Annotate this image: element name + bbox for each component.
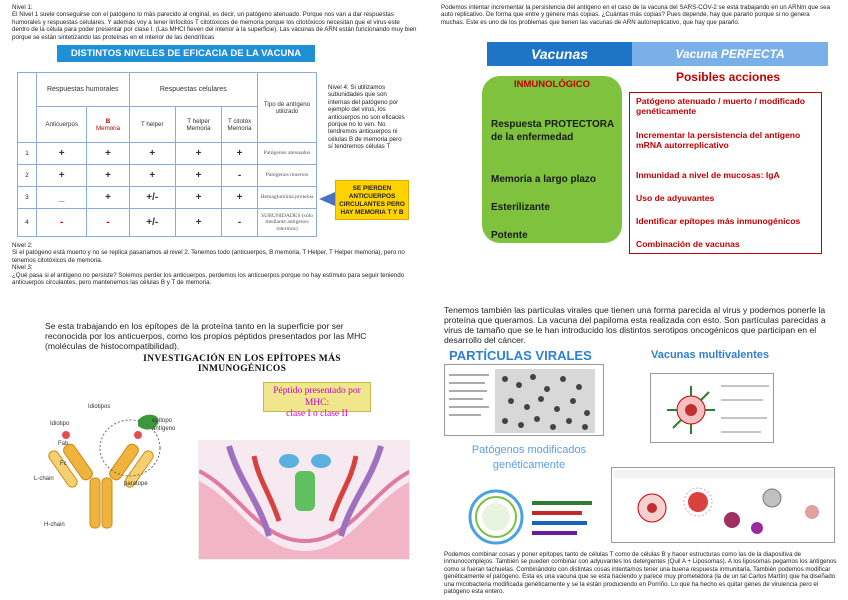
epitopes-title: INVESTIGACIÓN EN LOS EPÍTOPES MÁS INMUNOGÉNICOS bbox=[143, 354, 341, 374]
multivalent-title: Vacunas multivalentes bbox=[651, 349, 769, 361]
sub-anticuerpos: Anticuerpos bbox=[36, 107, 87, 143]
label-fab: Fab bbox=[58, 441, 69, 447]
green-item: Respuesta PROTECTORA de la enfermedad bbox=[491, 119, 614, 143]
action-item: Combinación de vacunas bbox=[636, 239, 740, 249]
actions-title: Posibles acciones bbox=[675, 70, 781, 84]
tab-vacuna-perfecta: Vacuna PERFECTA bbox=[632, 42, 828, 66]
label-epitopo: epítopo bbox=[152, 418, 173, 424]
action-item: Identificar epítopes más inmunogénicos bbox=[636, 216, 801, 226]
memory-callout: SE PIERDEN ANTICUERPOS CIRCULANTES PERO HAY MEMORIA T Y B bbox=[335, 180, 409, 220]
label-hchain: H-chain bbox=[44, 522, 65, 528]
action-item: Inmunidad a nivel de mucosas: IgA bbox=[636, 170, 780, 180]
nivel2-text: Si el patógeno está muerto y no se replica pasaríamos al nivel 2. Tenemos todo (anticuerpos, B memoria, T Helper, T Helper memoria), pero no tenemos citotóxicos de memoria. bbox=[12, 249, 405, 264]
header-humoral: Respuestas humorales bbox=[36, 73, 129, 107]
action-item: Incrementar la persistencia del antígeno mRNA autorreplicativo bbox=[636, 130, 801, 150]
tab-vacunas: Vacunas bbox=[487, 42, 632, 66]
sub-b-cell: B Memoria bbox=[87, 107, 129, 143]
table-row: 1 + + + + + Patógenos atenuados bbox=[18, 143, 317, 165]
viral-particles-title: PARTÍCULAS VIRALES bbox=[449, 348, 592, 363]
header-celular: Respuestas celulares bbox=[129, 73, 257, 107]
label-idiotipos: Idiotipos bbox=[88, 404, 111, 410]
multivalent-image bbox=[650, 373, 774, 443]
mhc-membrane-image bbox=[198, 440, 410, 560]
gm-pathogens-image bbox=[455, 480, 600, 548]
sub-thelper-memoria: T helper Memoria bbox=[175, 107, 221, 143]
green-item: Esterilizante bbox=[491, 202, 550, 213]
green-item: Memoria a largo plazo bbox=[491, 174, 597, 185]
nivel3-text: ¿Qué pasa si el antígeno no persiste? Solemos perder los anticuerpos, perdemos los anticuerpos porque no hay estímulo para seguir teniendo anticuerpos circulantes, pero mantenemos las células B y T de memoria. bbox=[12, 271, 405, 287]
efficacy-banner: DISTINTOS NIVELES DE EFICACIA DE LA VACUNA bbox=[57, 45, 315, 62]
nivel2-heading: Nivel 2: bbox=[12, 242, 33, 249]
label-idiotipo: Idiotipo bbox=[50, 421, 70, 427]
header-tipo: Tipo de antígeno utilizado bbox=[257, 73, 316, 143]
label-paratope: paratope bbox=[124, 481, 148, 487]
immunological-title: INMUNOLÓGICO bbox=[514, 79, 590, 90]
table-row: 3 _ + +/- + + Hemaglutinina proteína bbox=[18, 187, 317, 209]
nivel3-heading: Nivel 3: bbox=[12, 264, 33, 272]
nivel1-text: El Nivel 1 suele conseguirse con el patógeno lo más parecido al original, es decir, un patógeno atenuado. Porque nos van a dar respuestas humorales y respuestas celulares. Y además voy a tener linfocitos T citotóxicos de memoria porque los citotóxicos necesitan que el virus este dentro de la célula para poder presentar por clase I. (Las MHCI fieven del interior a la superficie). Las vacunas de ARN están funcionando muy bien porque se están sintetizando las proteínas en el interior de las dendríticas bbox=[12, 11, 417, 41]
nivel2-3-block bbox=[12, 242, 417, 286]
green-item: Potente bbox=[491, 230, 528, 241]
label-fc: Fc bbox=[60, 461, 67, 467]
table-row: 2 + + + + - Patógenos muertos bbox=[18, 165, 317, 187]
table-row: 4 - - +/- + - SUBUNIDADES (sólo mediante antígenos intermos) bbox=[18, 209, 317, 237]
action-item: Uso de adyuvantes bbox=[636, 193, 715, 203]
efficacy-table bbox=[17, 72, 317, 237]
label-antigeno: antígeno bbox=[152, 426, 176, 432]
peptide-mhc-box: Péptido presentado por MHC: clase I o clase II bbox=[263, 382, 371, 412]
sub-thelper: T helper bbox=[129, 107, 175, 143]
combination-vaccines-image bbox=[611, 467, 835, 543]
q2-intro: Podemos intentar incrementar la persistencia del antígeno en el caso de la vacuna del SARS-COV-2 se está trabajando en un ARNm que sea auto replicativo. De forma que entre y genere más copias. ¿Cuántas más copias? Pues depende, hay que pararlo porque si no genera muchas. Este es uno de los problemas que tienen las vacunas de ARN autorreplicativo, que hay que pararlo. bbox=[441, 4, 831, 26]
action-item: Patógeno atenuado / muerto / modificado genéticamente bbox=[636, 96, 806, 116]
sub-tcito: T citotóx Memoria bbox=[222, 107, 258, 143]
viral-particles-image bbox=[444, 364, 604, 436]
callout-arrow-icon bbox=[319, 192, 335, 206]
q4-outro: Podemos combinar cosas y poner epítopes tanto de células T como de células B y hacer estructuras como las de la diapositiva de inmunocomplejos. También se pueden combinar con adyuvantes los detergentes (Quil A + Liposomas). A los liposomas pegamos los antígenos como si fueran tachuelas. Combinándolo con distintas cosas intentamos tener una buena respuesta inmunitaria. También podemos modificar genéticamente el patógeno. Esta es una vacuna que se esta haciendo y parece muy prometedora (la de un tal Carlos Martín) que ha diseñado una micobacteria modificada genéticamente y se la están produciendo en Porriño. Lo que ha hecho es quitar genes de virulencia pero el patógeno esta entero. bbox=[444, 551, 837, 596]
immunological-box bbox=[482, 76, 622, 243]
nivel1-heading: Nivel 1: bbox=[12, 4, 33, 11]
gm-pathogens-title: Patógenos modificados genéticamente bbox=[471, 444, 587, 471]
label-lchain: L-chain bbox=[34, 476, 54, 482]
q4-intro: Tenemos también las partículas virales que tienen una forma parecida al virus y podemos ponerle la proteína que queramos. La vacuna del papiloma esta realizada con esto. Son partículas parecidas a virus de tamaño que se le han introducido los distintos serotipos oncogénicos que participan en el desarrollo del cáncer. bbox=[444, 305, 826, 345]
nivel4-note: Nivel 4: Si utilizamos subunidades que son internas del patógeno por ejemplo del virus, los anticuerpos no son eficaces porque no lo ven. No tendremos anticuerpos ni células B de memoria pero sí tendremos células T bbox=[328, 84, 405, 151]
q3-intro: Se esta trabajando en los epítopes de la proteína tanto en la superficie por ser reconocida por los anticuerpos, como los propios péptidos presentados por las MHC (moléculas de histocompatibilidad). bbox=[45, 321, 367, 351]
nivel1-block bbox=[12, 4, 417, 41]
